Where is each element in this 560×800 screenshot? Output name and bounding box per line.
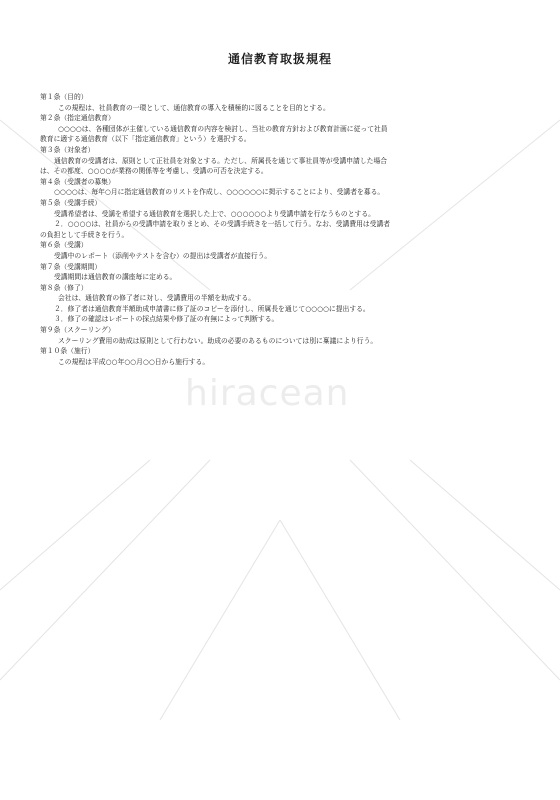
- article-text-10: この規程は平成○○年○○月○○日から施行する。: [58, 357, 210, 366]
- article-heading-10: 第１０条（施行）: [40, 347, 95, 356]
- article-heading-9: 第９条（スクーリング）: [40, 326, 115, 335]
- document-body: [40, 92, 525, 367]
- article-text-5-2b: の負担として手続きを行う。: [40, 230, 129, 239]
- article-heading-5: 第５条（受講手続）: [40, 198, 102, 207]
- article-text-9: スクーリング費用の助成は原則として行わない。助成の必要のあるものについては別に稟議により行う。: [58, 336, 378, 345]
- article-text-5: 受講希望者は、受講を希望する通信教育を選択した上で、○○○○○○より受講申請を行なうものとする。: [54, 209, 375, 218]
- article-heading-1: 第１条（目的）: [40, 93, 88, 101]
- article-text-8: 会社は、通信教育の修了者に対し、受講費用の半額を助成する。: [58, 294, 256, 303]
- article-heading-6: 第６条（受講）: [40, 241, 88, 250]
- article-text-2a: ○○○○は、各種団体が主催している通信教育の内容を検討し、当社の教育方針および教育計画に従って社員: [58, 124, 388, 133]
- article-text-4: ○○○○は、毎年○月に指定通信教育のリストを作成し、○○○○○○に掲示することにより、受講者を募る。: [54, 188, 385, 197]
- article-heading-8: 第８条（修了）: [40, 283, 88, 292]
- article-heading-7: 第７条（受講期間）: [40, 262, 102, 271]
- article-text-3a: 通信教育の受講者は、原則として正社員を対象とする。ただし、所属長を通じて事社員等が受講申請した場合: [54, 156, 388, 165]
- article-text-8-2: ２．修了者は通信教育半額助成申請書に修了証のコピーを添付し、所属長を通じて○○○○に提出する。: [54, 304, 370, 313]
- article-text-1: この規程は、社員教育の一環として、通信教育の導入を積極的に図ることを目的とする。: [58, 103, 330, 112]
- article-text-2b: 教育に適する通信教育（以下「指定通信教育」という）を選択する。: [40, 135, 251, 144]
- watermark-logo: hiracean: [185, 373, 350, 414]
- article-text-3b: は、その都度、○○○○が業務の関係等を考慮し、受講の可否を決定する。: [40, 167, 268, 176]
- article-heading-3: 第３条（対象者）: [40, 145, 95, 154]
- article-heading-2: 第２条（指定通信教育）: [40, 114, 115, 123]
- article-text-6: 受講中のレポート（添削やテストを含む）の提出は受講者が直接行う。: [54, 251, 272, 260]
- article-text-5-2a: ２．○○○○は、社員からの受講申請を取りまとめ、その受講手続きを一括して行う。なお、受講費用は受講者: [54, 220, 391, 229]
- article-heading-4: 第４条（受講者の募集）: [40, 177, 115, 186]
- article-text-8-3: ３．修了の確認はレポートの採点結果や修了証の有無によって判断する。: [54, 315, 279, 324]
- article-text-7: 受講期間は通信教育の講座毎に定める。: [54, 273, 177, 282]
- document-title: 通信教育取扱規程: [227, 52, 332, 66]
